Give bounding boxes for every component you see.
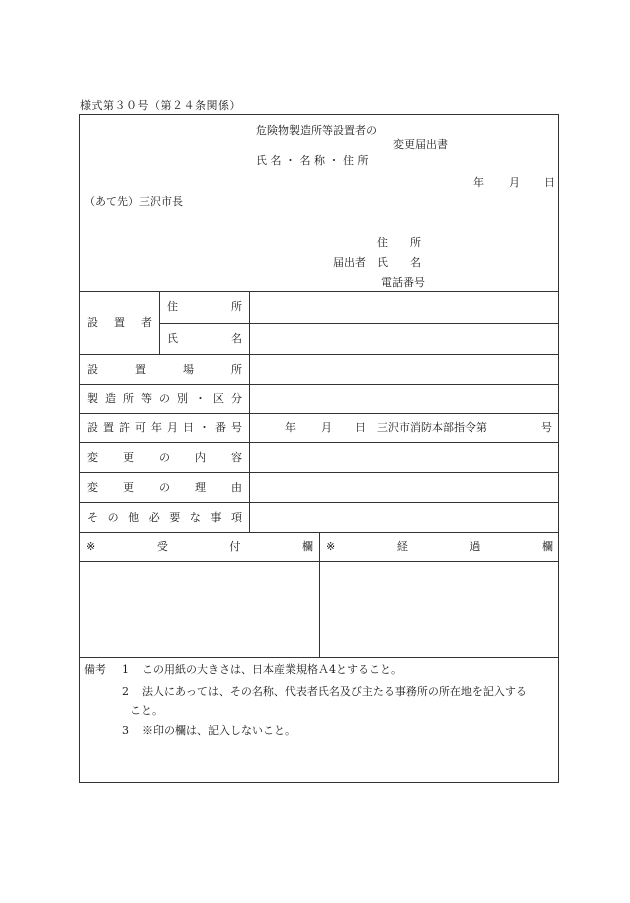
installer-name-label: 氏 名 <box>167 332 242 345</box>
permit-day-label: 日 <box>355 421 366 434</box>
note-2-number: 2 <box>122 685 129 698</box>
applicant-address-label: 住 所 <box>377 236 421 249</box>
change-reason-label: 変 更 の 理 由 <box>87 481 242 494</box>
notes-label: 備考 <box>84 663 106 676</box>
form-title-line2: 氏 名 ・ 名 称 ・ 住 所 <box>256 154 369 167</box>
applicant-phone-label: 電話番号 <box>381 276 425 289</box>
form-title-line1: 危険物製造所等設置者の <box>256 124 377 137</box>
date-year-label: 年 <box>473 176 484 189</box>
notification-form <box>79 114 559 783</box>
date-day-label: 日 <box>544 176 555 189</box>
change-content-label: 変 更 の 内 容 <box>87 451 242 464</box>
permit-number-label: 号 <box>541 421 552 434</box>
reception-column-header: ※ 受 付 欄 <box>86 540 313 553</box>
note-1-number: 1 <box>122 663 129 676</box>
applicant-prefix: 届出者 <box>333 256 366 269</box>
progress-column-header: ※ 経 過 欄 <box>326 540 553 553</box>
permit-date-label: 設 置 許 可 年 月 日 ・ 番 号 <box>87 421 242 434</box>
other-matters-label: そ の 他 必 要 な 事 項 <box>87 511 242 524</box>
facility-type-label: 製 造 所 等 の 別 ・ 区 分 <box>87 392 242 405</box>
note-1-text: この用紙の大きさは、日本産業規格Ａ4とすること。 <box>142 663 402 676</box>
permit-month-label: 月 <box>321 421 332 434</box>
permit-year-label: 年 <box>285 421 296 434</box>
date-month-label: 月 <box>509 176 520 189</box>
note-2-text: 法人にあっては、その名称、代表者氏名及び主たる事務所の所在地を記入する <box>142 685 527 698</box>
form-number: 様式第３０号（第２４条関係） <box>80 99 241 112</box>
installer-address-label: 住 所 <box>167 300 242 313</box>
location-label: 設 置 場 所 <box>87 363 242 376</box>
note-3-text: ※印の欄は、記入しないこと。 <box>142 724 296 737</box>
permit-issuer: 三沢市消防本部指令第 <box>377 421 487 434</box>
note-2-continuation: こと。 <box>130 704 163 717</box>
installer-label: 設 置 者 <box>87 316 152 329</box>
addressee: （あて先）三沢市長 <box>84 195 183 208</box>
note-3-number: 3 <box>122 724 129 737</box>
applicant-name-label: 氏 名 <box>377 256 421 269</box>
form-title-suffix: 変更届出書 <box>393 138 448 151</box>
